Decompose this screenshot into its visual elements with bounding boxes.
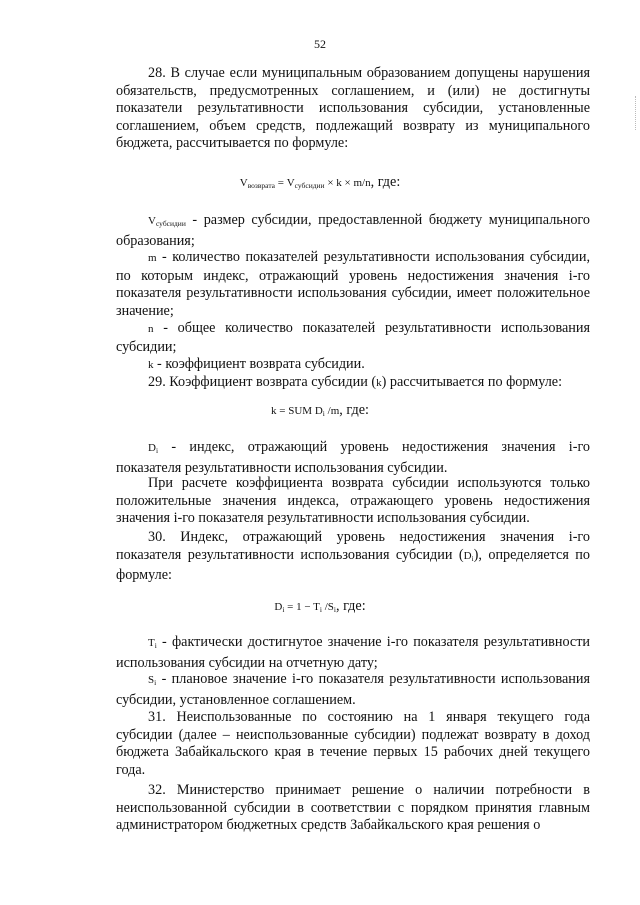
def-vsub-symbol: V (148, 215, 156, 227)
formula3-where: , где: (335, 598, 366, 614)
def-si-text: - плановое значение i-го показателя результативности использования субсидии, установленное соглашением. (116, 671, 590, 708)
paragraph-31: 31. Неиспользованные по состоянию на 1 января текущего года субсидии (далее – неиспользованные субсидии) подлежат возврату в доход бюджета Забайкальского края в течение первых 15 рабочих дней текущего года. (116, 709, 590, 778)
formula1-rest: × k × m/n (324, 177, 371, 189)
definition-v-subsidy (116, 212, 590, 250)
page-number: 52 (314, 37, 326, 51)
def-ti-symbol: T (148, 637, 155, 649)
definition-m (116, 249, 590, 320)
def-m-text: - количество показателей результативности использования субсидии, по которым индекс, отражающий уровень недостижения значения i-го показателя результативности использования субсидии, имеет положительное значение; (116, 249, 590, 319)
formula3-c: /S (321, 601, 334, 613)
formula1-v: V (239, 177, 248, 189)
def-si-symbol: S (148, 674, 155, 686)
formula1-v-sub: возврата (247, 181, 276, 190)
formula-return-coefficient (0, 402, 640, 419)
def-di-text: - индекс, отражающий уровень недостижения значения i-го показателя результативности использования субсидии. (116, 439, 590, 476)
def-k-text: - коэффициент возврата субсидии. (153, 356, 365, 372)
formula2-rest: /m (324, 405, 340, 417)
p30-sub: i (471, 553, 474, 563)
formula3-c-sub: i (333, 605, 336, 614)
p30-after: ), определяется по формуле: (116, 546, 590, 584)
def-di-sub: i (155, 446, 159, 455)
paragraph-30 (116, 529, 590, 585)
formula-index (0, 598, 640, 615)
p29-before: 29. Коэффициент возврата субсидии ( (148, 374, 377, 390)
paragraph-29 (116, 374, 590, 393)
p30-symbol: D (463, 549, 472, 562)
definition-si (116, 671, 590, 709)
def-di-symbol: D (148, 442, 156, 454)
def-vsub-symbol-sub: субсидии (155, 219, 186, 228)
formula2-where: , где: (339, 402, 369, 418)
formula3-a-sub: i (282, 605, 285, 614)
formula1-v2-sub: субсидии (294, 181, 325, 190)
definition-di (116, 439, 590, 477)
def-n-text: - общее количество показателей результативности использования субсидии; (116, 320, 590, 355)
def-m-symbol: m (148, 252, 157, 264)
scan-edge-mark (632, 96, 636, 130)
formula3-a: D (274, 601, 283, 613)
formula2-main: k = SUM D (271, 405, 323, 417)
formula1-eq: = V (275, 177, 295, 189)
paragraph-calculation-note: При расчете коэффициента возврата субсидии используются только положительные значения индекса, отражающего уровень недостижения значения i-го показателя результативности использования субсидии. (116, 475, 590, 527)
def-k-symbol: k (148, 359, 154, 371)
def-ti-text: - фактически достигнутое значение i-го показателя результативности использования субсидии на отчетную дату; (116, 634, 590, 671)
definition-k (116, 356, 590, 375)
def-vsub-text: - размер субсидии, предоставленной бюджету муниципального образования; (116, 212, 590, 249)
paragraph-32: 32. Министерство принимает решение о наличии потребности в неиспользованной субсидии в соответствии с порядком принятия главным администратором бюджетных средств Забайкальского края решения о (116, 782, 590, 834)
formula3-b-sub: i (319, 605, 322, 614)
formula2-sub: i (322, 409, 325, 418)
definition-ti (116, 634, 590, 672)
def-ti-sub: i (154, 641, 157, 650)
p30-before: 30. Индекс, отражающий уровень недостижения значения i-го показателя результативности использования субсидии ( (116, 529, 590, 563)
def-n-symbol: n (148, 323, 154, 335)
p29-symbol: k (376, 377, 382, 389)
paragraph-28: 28. В случае если муниципальным образованием допущены нарушения обязательств, предусмотренных соглашением, и (или) не достигнуты показатели результативности использования субсидии, установленные соглашением, объем средств, подлежащий возврату из муниципального бюджета, рассчитывается по формуле: (116, 65, 590, 152)
formula3-b: = 1 − T (284, 601, 320, 613)
definition-n (116, 320, 590, 356)
formula1-where: , где: (370, 174, 401, 190)
p29-after: ) рассчитывается по формуле: (381, 374, 563, 390)
formula-return-volume (0, 174, 640, 191)
def-si-sub: i (154, 678, 157, 687)
